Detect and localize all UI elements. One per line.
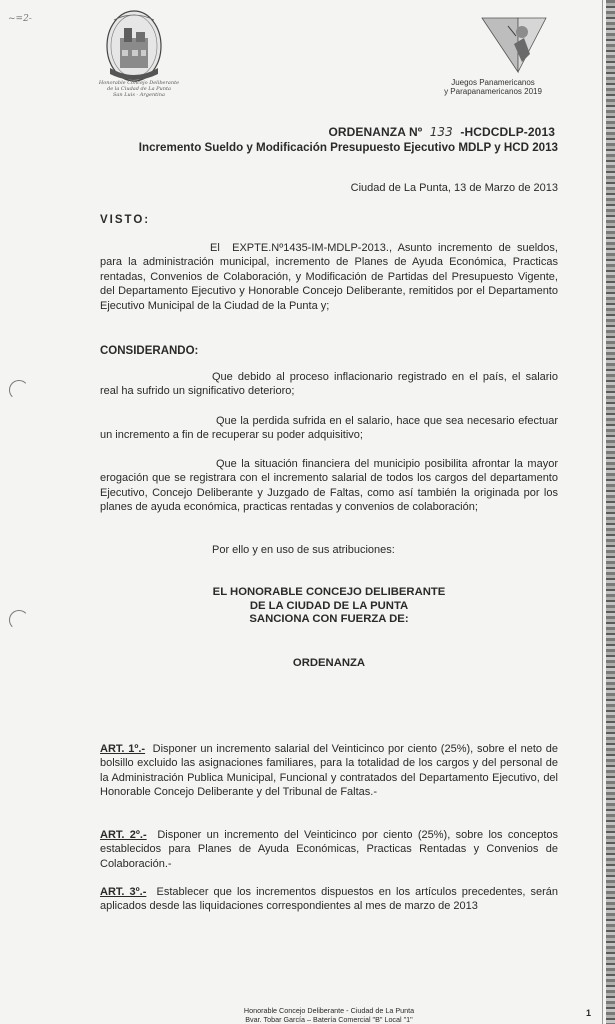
considerando-paragraph bbox=[100, 543, 558, 557]
considerando-text: Que debido al proceso inflacionario registrado en el país, el salario real ha sufrido un significativo deterioro; bbox=[100, 371, 558, 398]
games-title-line1: Juegos Panamericanos bbox=[451, 78, 535, 87]
sanciona-line: EL HONORABLE CONCEJO DELIBERANTE bbox=[212, 586, 446, 598]
council-logo-caption bbox=[98, 80, 180, 98]
article-1 bbox=[100, 742, 558, 800]
logo-caption-line: Honorable Concejo Deliberante bbox=[98, 80, 180, 86]
article-label: ART. 1º.- bbox=[100, 743, 146, 755]
article-label: ART. 2º.- bbox=[100, 829, 147, 841]
ordinance-number-handwritten: 133 bbox=[429, 125, 453, 139]
article-text: Establecer que los incrementos dispuestos en los artículos precedentes, serán aplicados desde las liquidaciones correspondientes al mes de marzo de 2013 bbox=[100, 886, 558, 913]
logo-caption-line: de la Ciudad de La Punta bbox=[107, 86, 171, 92]
footer-line2: Bvar. Tobar García – Batería Comercial "B" Local "1" bbox=[245, 1015, 413, 1024]
article-2 bbox=[100, 828, 558, 871]
games-logo bbox=[478, 14, 550, 76]
sanciona-line: SANCIONA CON FUERZA DE: bbox=[249, 613, 409, 625]
considerando-text: Por ello y en uso de sus atribuciones: bbox=[212, 544, 395, 556]
sanciona-line: DE LA CIUDAD DE LA PUNTA bbox=[249, 599, 409, 612]
ordinance-subtitle: Incremento Sueldo y Modificación Presupuesto Ejecutivo MDLP y HCD 2013 bbox=[138, 141, 558, 154]
visto-paragraph bbox=[100, 241, 558, 313]
scan-edge-artifact bbox=[606, 0, 615, 1024]
considerando-text: Que la perdida sufrida en el salario, hace que sea necesario efectuar un incremento a fin de recuperar su poder adquisitivo; bbox=[100, 415, 558, 442]
article-label: ART. 3º.- bbox=[100, 886, 147, 898]
ordinance-suffix: -HCDCDLP-2013 bbox=[460, 125, 555, 139]
article-text: Disponer un incremento salarial del Veinticinco por ciento (25%), sobre el neto de bolsillo excluido las asignaciones familiares, para la totalidad de los cargos y del personal de la Administración Publica Municipal, Funcional y contratados del Departamento Ejecutivo, del Honorable Concejo Deliberante y del Tribunal de Faltas.- bbox=[100, 743, 558, 799]
considerando-paragraph bbox=[100, 414, 558, 443]
considerando-paragraph bbox=[100, 370, 558, 399]
ordinance-title bbox=[0, 125, 555, 139]
ordinance-prefix: ORDENANZA Nº bbox=[328, 125, 423, 139]
document-date: Ciudad de La Punta, 13 de Marzo de 2013 bbox=[350, 182, 558, 194]
punch-hole-mark bbox=[9, 610, 29, 630]
games-title-line2: y Parapanamericanos 2019 bbox=[444, 87, 542, 96]
ordenanza-heading: ORDENANZA bbox=[292, 657, 366, 669]
page-number: 1 bbox=[586, 1008, 592, 1018]
footer-line1: Honorable Concejo Deliberante - Ciudad de La Punta bbox=[243, 1006, 415, 1015]
sanciona-block bbox=[100, 586, 558, 627]
considerando-heading: CONSIDERANDO: bbox=[100, 345, 199, 357]
corner-handwritten-mark: ~=2- bbox=[8, 14, 32, 24]
considerando-paragraph bbox=[100, 457, 558, 515]
scan-edge-line bbox=[602, 0, 603, 1024]
considerando-text: Que la situación financiera del municipio posibilita afrontar la mayor erogación que se registrara con el incremento salarial de todos los cargos del departamento Ejecutivo, Concejo Deliberante y Juzgado de Faltas, como así también la originada por los planes de ayuda económica, practicas rentadas y convenios de colaboración; bbox=[100, 458, 558, 514]
article-3 bbox=[100, 885, 558, 914]
visto-heading: VISTO: bbox=[100, 214, 151, 226]
punch-hole-mark bbox=[9, 380, 29, 400]
visto-indent-word: El bbox=[210, 242, 220, 254]
logo-caption-line: San Luis - Argentina bbox=[113, 92, 165, 98]
article-text: Disponer un incremento del Veinticinco por ciento (25%), sobre los conceptos establecidos para Planes de Ayuda Económicas, Practicas Rentadas y Convenios de Colaboración.- bbox=[100, 829, 559, 870]
visto-text: EXPTE.Nº1435-IM-MDLP-2013., Asunto incremento de sueldos, para la administración municipal, incremento de Planes de Ayuda Económica, Practicas rentadas, Convenios de Colaboración, y Modificación de Partidas del Presupuesto Vigente, del Departamento Ejecutivo y Honorable Concejo Deliberante, remitidos por el Departamento Ejecutivo Municipal de la Ciudad de la Punta y; bbox=[100, 242, 558, 312]
